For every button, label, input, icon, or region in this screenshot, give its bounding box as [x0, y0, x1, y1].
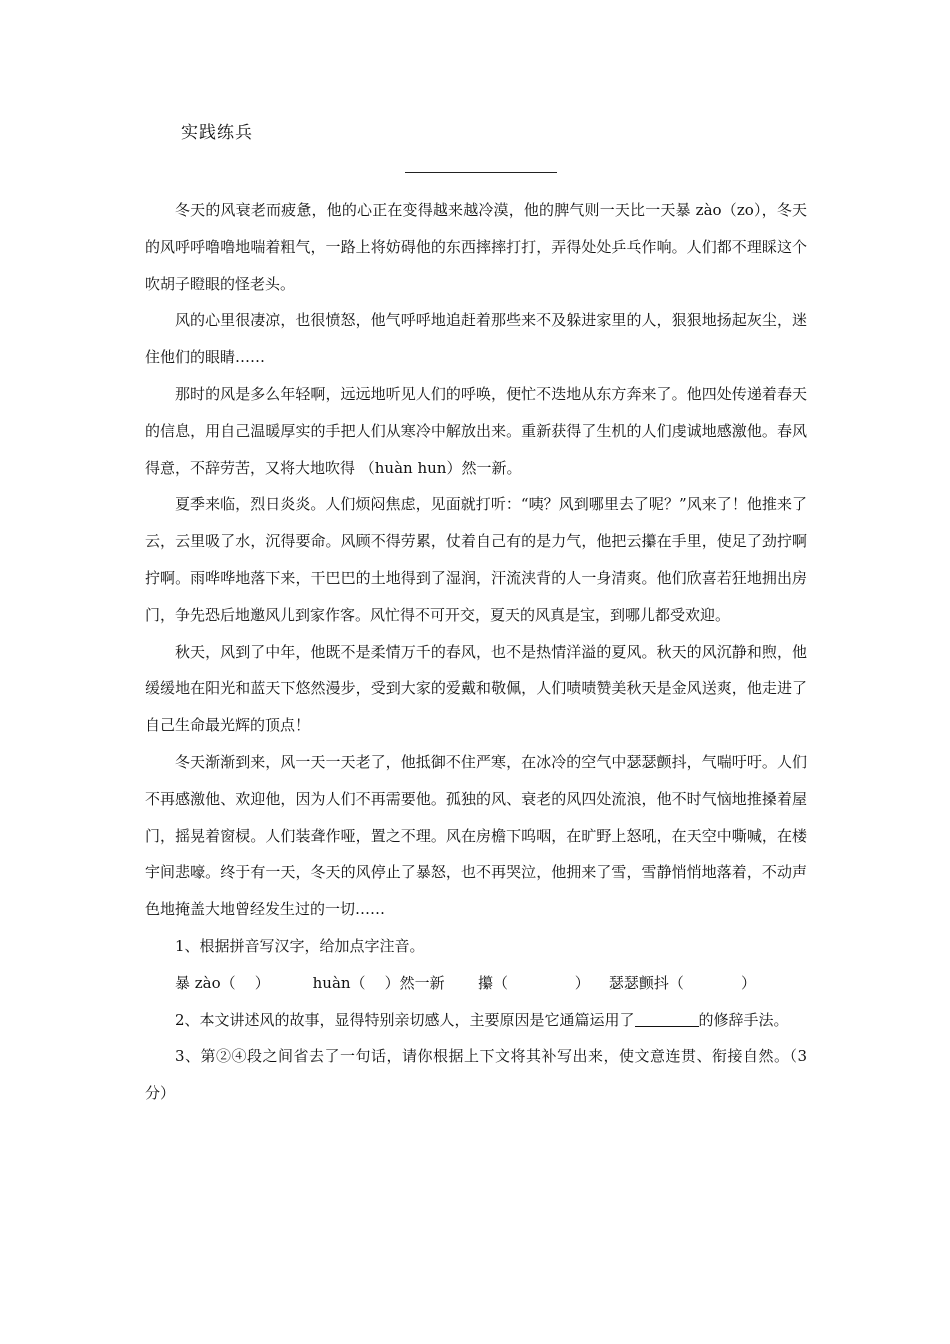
paragraph-3: 那时的风是多么年轻啊，远远地听见人们的呼唤，便忙不迭地从东方奔来了。他四处传递着春天的信息，用自己温暖厚实的手把人们从寒冷中解放出来。重新获得了生机的人们虔诚地感激他。春风得意，不辞劳苦，又将大地吹得 （huàn hun）然一新。: [145, 384, 807, 477]
paragraph-1: 冬天的风衰老而疲惫，他的心正在变得越来越冷漠，他的脾气则一天比一天暴 zào（zo），冬天的风呼呼噜噜地喘着粗气，一路上将妨碍他的东西摔摔打打，弄得处处乒乓作响。人们都不理睬这个吹胡子瞪眼的怪老头。: [145, 201, 807, 293]
question-2-text: 2、本文讲述风的故事，显得特别亲切感人，主要原因是它通篇运用了: [175, 1010, 635, 1029]
question-2: [145, 1002, 807, 1039]
title-underline: [405, 172, 557, 173]
question-1-blanks: 暴 zào（ ） huàn（ ）然一新 攥（ ） 瑟瑟颤抖（ ）: [175, 973, 757, 992]
paragraph-2: 风的心里很凄凉，也很愤怒，他气呼呼地追赶着那些来不及躲进家里的人，狠狠地扬起灰尘，迷住他们的眼睛……: [145, 311, 807, 367]
paragraph-4: 夏季来临，烈日炎炎。人们烦闷焦虑，见面就打听：“咦？风到哪里去了呢？”风来了！他推来了云，云里吸了水，沉得要命。风顾不得劳累，仗着自己有的是力气，他把云攥在手里，使足了劲拧啊拧啊。雨哗哗地落下来，干巴巴的土地得到了湿润，汗流浃背的人一身清爽。他们欣喜若狂地拥出房门，争先恐后地邀风儿到家作客。风忙得不可开交，夏天的风真是宝，到哪儿都受欢迎。: [145, 495, 807, 624]
question-1: 1、根据拼音写汉字，给加点字注音。: [175, 936, 425, 955]
question-2-text-end: 的修辞手法。: [698, 1010, 789, 1029]
section-heading: 实践练兵: [181, 123, 253, 143]
article-body: [145, 192, 807, 1112]
question-3: 3、第②④段之间省去了一句话，请你根据上下文将其补写出来，使文意连贯、衔接自然。（3 分）: [145, 1047, 807, 1103]
paragraph-6: 冬天渐渐到来，风一天一天老了，他抵御不住严寒，在冰冷的空气中瑟瑟颤抖，气喘吁吁。人们不再感激他、欢迎他，因为人们不再需要他。孤独的风、衰老的风四处流浪，他不时气恼地推搡着屋门，摇晃着窗棂。人们装聋作哑，置之不理。风在房檐下呜咽，在旷野上怒吼，在天空中嘶喊，在楼宇间悲嚎。终于有一天，冬天的风停止了暴怒，也不再哭泣，他拥来了雪，雪静悄悄地落着，不动声色地掩盖大地曾经发生过的一切……: [145, 752, 807, 919]
paragraph-5: 秋天，风到了中年，他既不是柔情万千的春风，也不是热情洋溢的夏风。秋天的风沉静和煦，他缓缓地在阳光和蓝天下悠然漫步，受到大家的爱戴和敬佩，人们啧啧赞美秋天是金风送爽，他走进了自己生命最光辉的顶点！: [145, 642, 807, 735]
answer-blank: [635, 1011, 699, 1027]
